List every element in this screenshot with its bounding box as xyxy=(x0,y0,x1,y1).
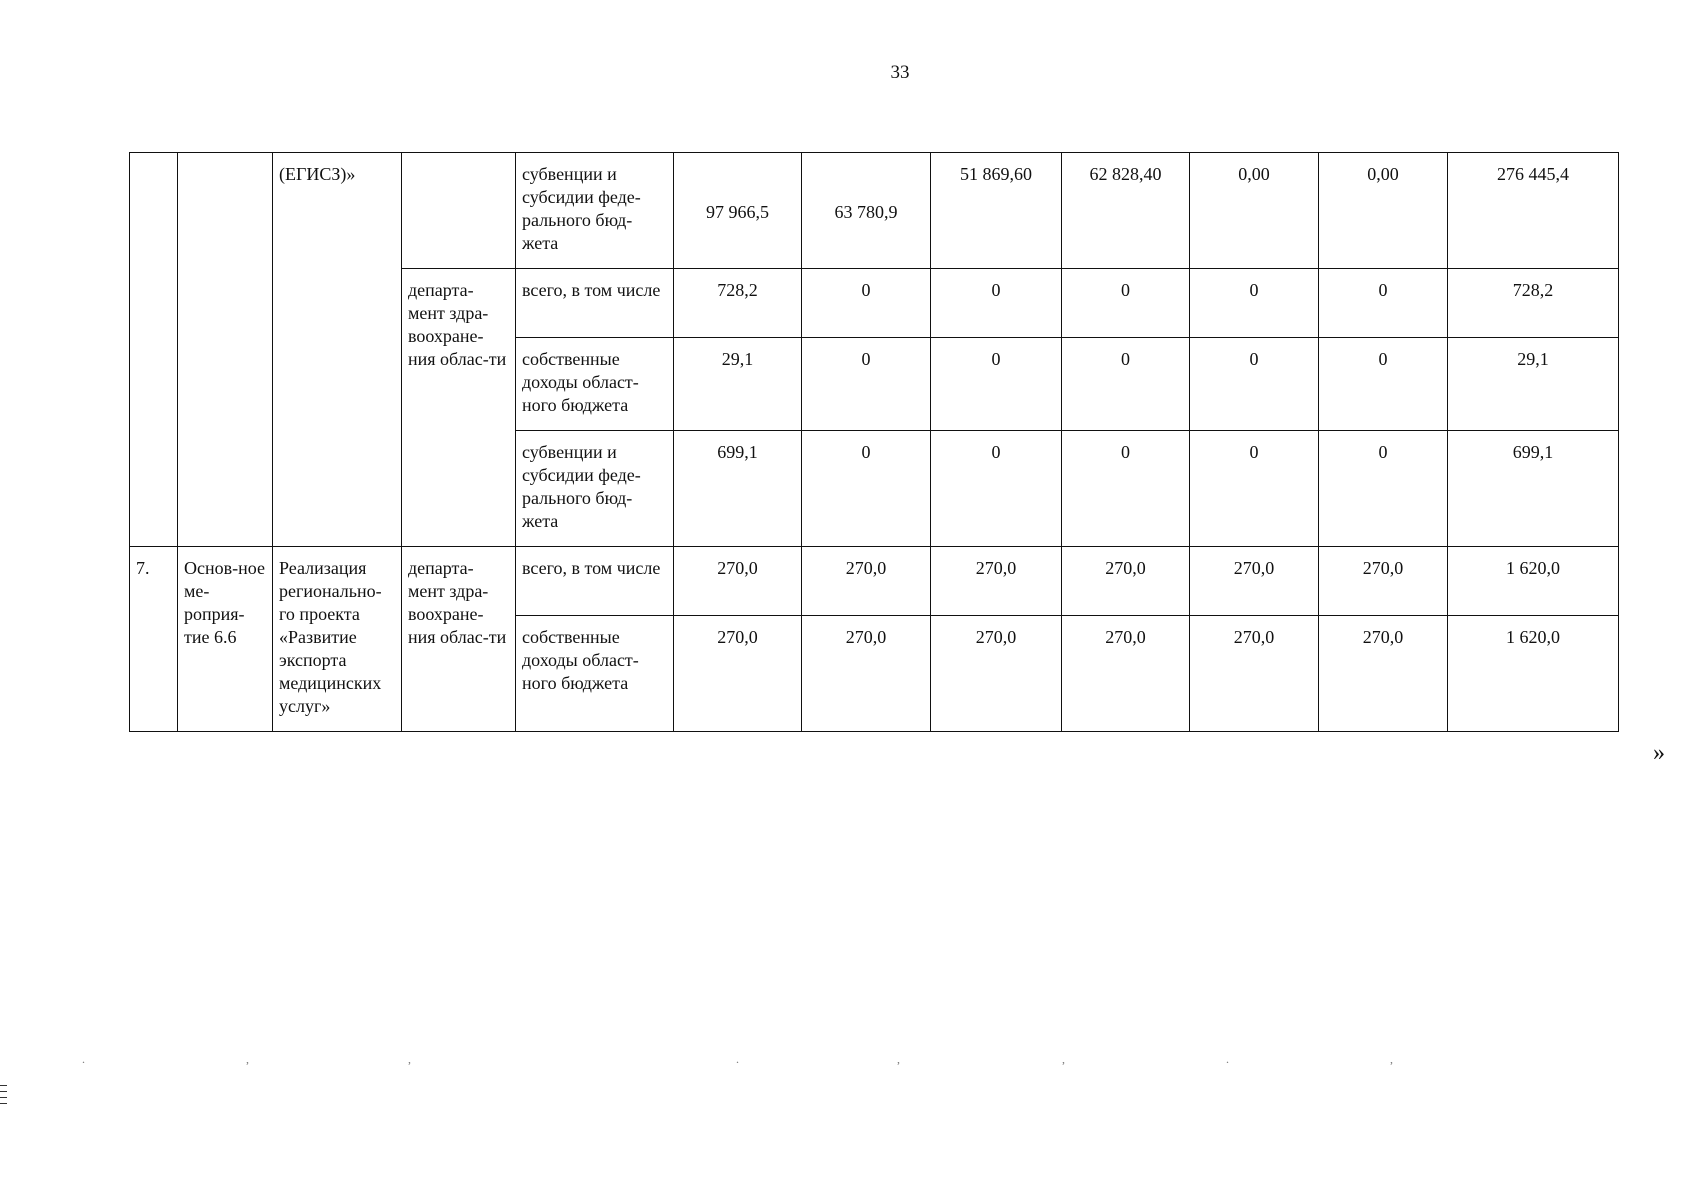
funding-source-cell: субвенции и субсидии феде-рального бюд-жета xyxy=(516,431,674,547)
value-cell: 699,1 xyxy=(1448,431,1619,547)
value-cell: 0 xyxy=(1190,338,1319,431)
value-cell: 728,2 xyxy=(674,269,802,338)
value-cell: 270,0 xyxy=(1319,547,1448,616)
value-cell: 0 xyxy=(802,338,931,431)
value-cell: 62 828,40 xyxy=(1062,153,1190,269)
value-cell: 270,0 xyxy=(674,547,802,616)
value-cell: 270,0 xyxy=(931,547,1062,616)
value-cell: 0 xyxy=(931,269,1062,338)
number-cell: 7. xyxy=(130,547,178,732)
value-cell: 51 869,60 xyxy=(931,153,1062,269)
project-name-cell: Реализация регионально-го проекта «Развитие экспорта медицинских услуг» xyxy=(273,547,402,732)
value-cell: 0 xyxy=(1190,431,1319,547)
value-cell: 0 xyxy=(1319,431,1448,547)
value-cell: 270,0 xyxy=(1062,547,1190,616)
value-cell: 0 xyxy=(1062,338,1190,431)
value-cell: 276 445,4 xyxy=(1448,153,1619,269)
value-cell: 0,00 xyxy=(1190,153,1319,269)
value-cell: 270,0 xyxy=(1190,616,1319,732)
value-cell: 1 620,0 xyxy=(1448,616,1619,732)
table-row xyxy=(130,547,1619,616)
department-cell: департа-мент здра-воохране-ния облас-ти xyxy=(402,269,516,547)
value-cell: 0 xyxy=(1190,269,1319,338)
value-cell: 270,0 xyxy=(1062,616,1190,732)
value-cell: 270,0 xyxy=(802,547,931,616)
value-cell: 0,00 xyxy=(1319,153,1448,269)
value-cell: 270,0 xyxy=(1319,616,1448,732)
funding-source-cell: всего, в том числе xyxy=(516,547,674,616)
value-cell: 1 620,0 xyxy=(1448,547,1619,616)
value-cell: 270,0 xyxy=(674,616,802,732)
number-cell xyxy=(130,153,178,547)
value-cell: 270,0 xyxy=(931,616,1062,732)
value-cell: 29,1 xyxy=(674,338,802,431)
measure-cell xyxy=(178,153,273,547)
value-cell: 0 xyxy=(802,269,931,338)
value-cell: 63 780,9 xyxy=(802,153,931,269)
budget-table xyxy=(129,152,1619,732)
project-name-cell: (ЕГИСЗ)» xyxy=(273,153,402,547)
funding-source-cell: всего, в том числе xyxy=(516,269,674,338)
value-cell: 0 xyxy=(802,431,931,547)
value-cell: 728,2 xyxy=(1448,269,1619,338)
value-cell: 0 xyxy=(1062,431,1190,547)
funding-source-cell: собственные доходы област-ного бюджета xyxy=(516,616,674,732)
value-cell: 97 966,5 xyxy=(674,153,802,269)
value-cell: 270,0 xyxy=(802,616,931,732)
funding-source-cell: субвенции и субсидии феде-рального бюд-жета xyxy=(516,153,674,269)
department-cell: департа-мент здра-воохране-ния облас-ти xyxy=(402,547,516,732)
table-row xyxy=(130,153,1619,269)
page-number: 33 xyxy=(890,62,910,83)
funding-source-cell: собственные доходы област-ного бюджета xyxy=(516,338,674,431)
value-cell: 0 xyxy=(1319,269,1448,338)
value-cell: 0 xyxy=(931,338,1062,431)
value-cell: 0 xyxy=(1319,338,1448,431)
value-cell: 29,1 xyxy=(1448,338,1619,431)
value-cell: 0 xyxy=(1062,269,1190,338)
measure-cell: Основ-ное ме-роприя-тие 6.6 xyxy=(178,547,273,732)
value-cell: 270,0 xyxy=(1190,547,1319,616)
value-cell: 699,1 xyxy=(674,431,802,547)
department-cell xyxy=(402,153,516,269)
value-cell: 0 xyxy=(931,431,1062,547)
continuation-mark: » xyxy=(1653,740,1665,766)
